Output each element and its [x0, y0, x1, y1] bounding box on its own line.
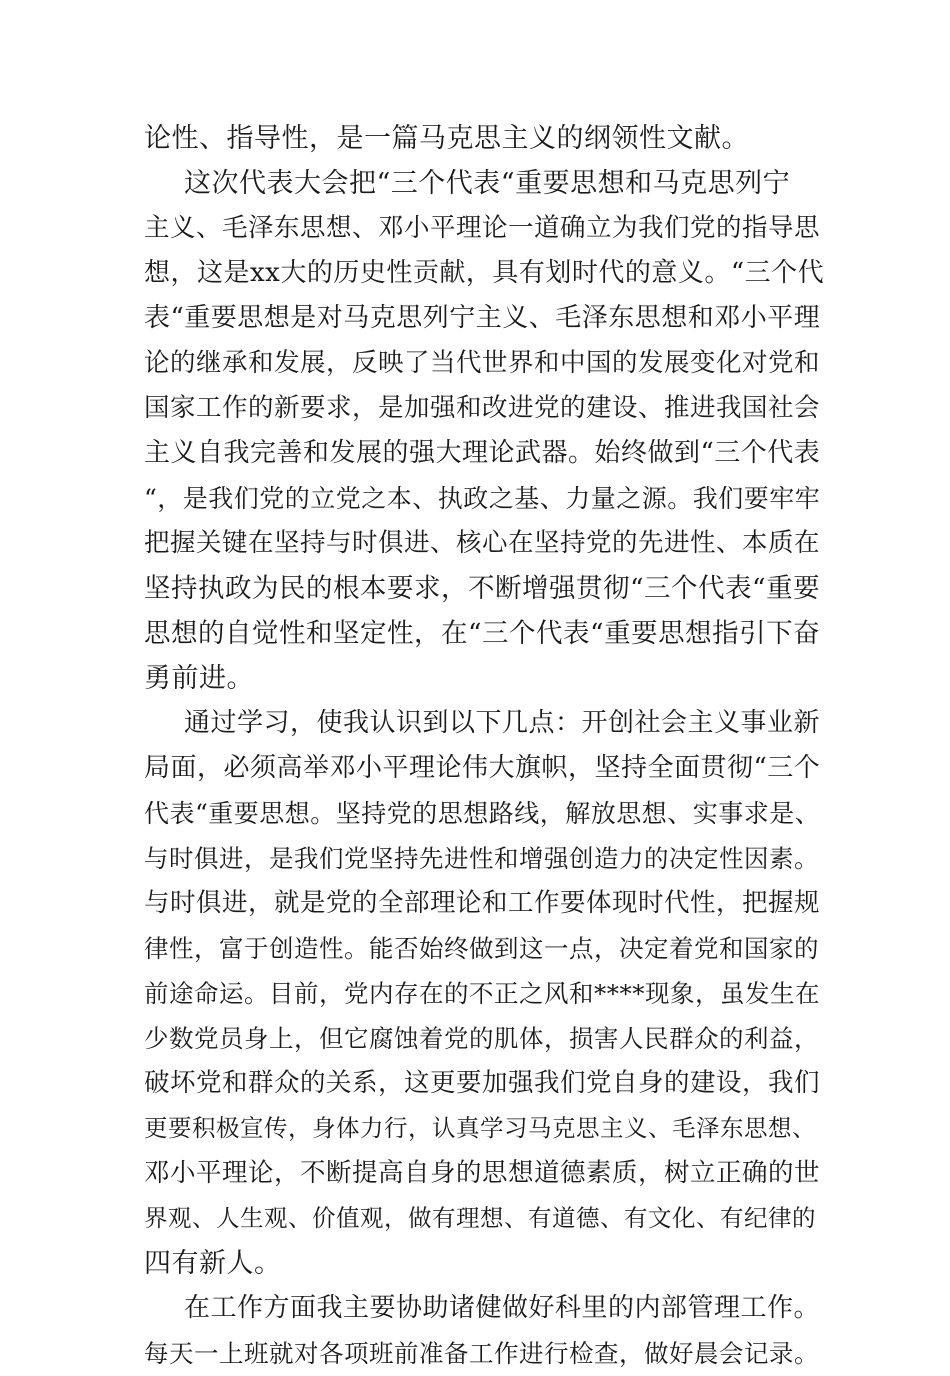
text-line: 主义、毛泽东思想、邓小平理论一道确立为我们党的指导思	[144, 213, 821, 243]
text-line: 表“重要思想是对马克思列宁主义、毛泽东思想和邓小平理	[144, 303, 821, 333]
text-line: 想，这是xx大的历史性贡献，具有划时代的意义。“三个代	[144, 258, 825, 288]
text-line: 破坏党和群众的关系，这更要加强我们党自身的建设，我们	[144, 1068, 821, 1098]
text-line: 国家工作的新要求，是加强和改进党的建设、推进我国社会	[144, 393, 821, 423]
text-line: 少数党员身上，但它腐蚀着党的肌体，损害人民群众的利益，	[144, 1024, 819, 1053]
text-line: 更要积极宣传，身体力行，认真学习马克思主义、毛泽东思想、	[144, 1114, 816, 1142]
text-line: 把握关键在坚持与时俱进、核心在坚持党的先进性、本质在	[144, 528, 821, 558]
text-line: 思想的自觉性和坚定性，在“三个代表“重要思想指引下奋	[144, 618, 821, 649]
text-line: 论的继承和发展，反映了当代世界和中国的发展变化对党和	[144, 348, 821, 378]
text-line: 勇前进。	[144, 663, 254, 694]
text-line: 律性，富于创造性。能否始终做到这一点，决定着党和国家的	[144, 934, 819, 963]
text-line: 邓小平理论，不断提高自身的思想道德素质，树立正确的世	[144, 1158, 821, 1188]
text-line: 前途命运。目前，党内存在的不正之风和****现象，虽发生在	[144, 979, 820, 1008]
text-line: 坚持执政为民的根本要求，不断增强贯彻“三个代表“重要	[144, 573, 821, 604]
text-line: “，是我们党的立党之本、执政之基、力量之源。我们要牢牢	[144, 484, 821, 513]
body-text	[144, 116, 824, 1376]
paragraph-first-line: 在工作方面我主要协助诸健做好科里的内部管理工作。	[184, 1293, 821, 1323]
text-line: 局面，必须高举邓小平理论伟大旗帜，坚持全面贯彻“三个	[144, 753, 821, 783]
text-line: 主义自我完善和发展的强大理论武器。始终做到“三个代表	[144, 438, 821, 468]
paragraph-first-line: 通过学习，使我认识到以下几点：开创社会主义事业新	[184, 708, 821, 738]
text-line: 四有新人。	[144, 1248, 282, 1279]
text-line: 与时俱进，是我们党坚持先进性和增强创造力的决定性因素。	[144, 844, 819, 873]
text-line: 每天一上班就对各项班前准备工作进行检查，做好晨会记录。	[144, 1339, 819, 1368]
paragraph-first-line: 这次代表大会把“三个代表“重要思想和马克思列宁	[184, 168, 791, 199]
text-line: 界观、人生观、价值观，做有理想、有道德、有文化、有纪律的	[144, 1204, 816, 1232]
text-line: 与时俱进，就是党的全部理论和工作要体现时代性，把握规	[144, 888, 821, 918]
text-line: 代表“重要思想。坚持党的思想路线，解放思想、实事求是、	[144, 799, 821, 828]
text-line: 论性、指导性，是一篇马克思主义的纲领性文献。	[144, 123, 749, 154]
